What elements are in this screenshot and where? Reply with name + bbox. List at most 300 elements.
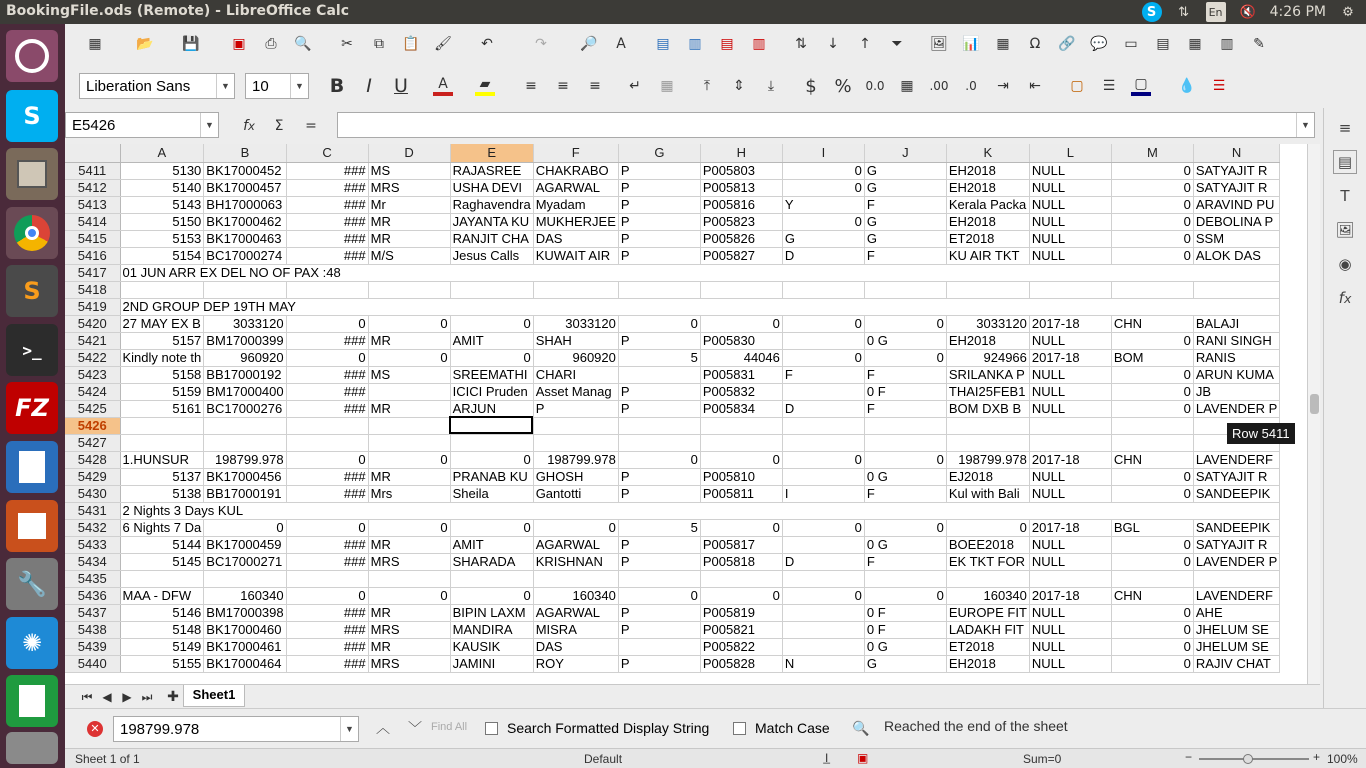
cell[interactable] bbox=[533, 434, 618, 451]
cell[interactable] bbox=[120, 417, 204, 434]
cell[interactable]: NULL bbox=[1029, 468, 1111, 485]
cell[interactable]: M/S bbox=[368, 247, 450, 264]
row-header[interactable]: 5436 bbox=[65, 587, 120, 604]
cell[interactable]: Mr bbox=[368, 196, 450, 213]
cell[interactable] bbox=[1111, 281, 1193, 298]
writer-icon[interactable] bbox=[6, 441, 58, 493]
row-icon[interactable]: ▤ bbox=[656, 36, 670, 52]
cell[interactable]: ET2018 bbox=[946, 638, 1029, 655]
cell[interactable]: NULL bbox=[1029, 213, 1111, 230]
cell[interactable]: D bbox=[782, 553, 864, 570]
cell[interactable]: 01 JUN ARR EX DEL NO OF PAX :48 bbox=[120, 264, 1280, 281]
cell[interactable]: NULL bbox=[1029, 604, 1111, 621]
cell[interactable] bbox=[1111, 417, 1193, 434]
open-icon[interactable]: 📂 bbox=[136, 36, 154, 52]
chevron-down-icon[interactable]: ▼ bbox=[216, 74, 234, 98]
special-character-icon[interactable]: Ω bbox=[1029, 36, 1041, 52]
language-indicator[interactable]: En bbox=[1206, 2, 1226, 22]
cell[interactable]: 5148 bbox=[120, 621, 204, 638]
cell[interactable]: G bbox=[864, 655, 946, 672]
cell-table[interactable] bbox=[65, 144, 1280, 673]
cell[interactable]: P005831 bbox=[700, 366, 782, 383]
network-icon[interactable]: ✺ bbox=[6, 617, 58, 669]
cell[interactable]: CHN bbox=[1111, 451, 1193, 468]
cell[interactable]: Myadam bbox=[533, 196, 618, 213]
cell[interactable] bbox=[864, 281, 946, 298]
cell[interactable]: P005819 bbox=[700, 604, 782, 621]
cell[interactable]: ### bbox=[286, 383, 368, 400]
cell[interactable] bbox=[120, 434, 204, 451]
cell[interactable]: 3033120 bbox=[533, 315, 618, 332]
row-header[interactable]: 5438 bbox=[65, 621, 120, 638]
zoom-thumb[interactable] bbox=[1243, 754, 1253, 764]
cell[interactable]: 5138 bbox=[120, 485, 204, 502]
cell[interactable]: F bbox=[864, 196, 946, 213]
cell[interactable]: NULL bbox=[1029, 638, 1111, 655]
cell[interactable]: 5 bbox=[618, 519, 700, 536]
cell[interactable]: 5140 bbox=[120, 179, 204, 196]
cell[interactable]: 0 bbox=[286, 349, 368, 366]
prev-sheet-icon[interactable]: ◀ bbox=[102, 690, 112, 704]
cell[interactable]: RANI SINGH bbox=[1193, 332, 1279, 349]
cell[interactable]: G bbox=[864, 230, 946, 247]
find-previous-icon[interactable]: ︿ bbox=[376, 720, 390, 736]
column-header-n[interactable]: N bbox=[1193, 144, 1279, 162]
cell[interactable]: SATYAJIT R bbox=[1193, 536, 1279, 553]
row-header[interactable]: 5440 bbox=[65, 655, 120, 672]
cell[interactable]: CHN bbox=[1111, 587, 1193, 604]
cell[interactable]: Raghavendra bbox=[450, 196, 533, 213]
cell[interactable]: JHELUM SE bbox=[1193, 638, 1279, 655]
ubuntu-icon[interactable] bbox=[6, 30, 58, 82]
cell[interactable]: 960920 bbox=[204, 349, 286, 366]
cell[interactable]: 0 bbox=[864, 519, 946, 536]
cell[interactable]: 198799.978 bbox=[533, 451, 618, 468]
header-footer-icon[interactable]: ▭ bbox=[1124, 36, 1138, 52]
cell[interactable]: 5150 bbox=[120, 213, 204, 230]
conditional-icon[interactable]: ☰ bbox=[1212, 78, 1226, 94]
cell[interactable]: 5130 bbox=[120, 162, 204, 179]
zoom-out-icon[interactable]: − bbox=[1185, 750, 1193, 764]
cell[interactable] bbox=[450, 434, 533, 451]
cell[interactable] bbox=[946, 570, 1029, 587]
row-header[interactable]: 5413 bbox=[65, 196, 120, 213]
name-box[interactable] bbox=[65, 112, 219, 138]
cell[interactable]: 5149 bbox=[120, 638, 204, 655]
cell[interactable] bbox=[700, 417, 782, 434]
save-icon[interactable]: 💾 bbox=[182, 36, 200, 52]
cell[interactable]: NULL bbox=[1029, 247, 1111, 264]
cell[interactable]: NULL bbox=[1029, 536, 1111, 553]
cell[interactable]: 0 bbox=[450, 451, 533, 468]
cell[interactable]: 160340 bbox=[533, 587, 618, 604]
cell[interactable]: ### bbox=[286, 332, 368, 349]
cell[interactable]: THAI25FEB1 bbox=[946, 383, 1029, 400]
cell[interactable] bbox=[1111, 570, 1193, 587]
next-sheet-icon[interactable]: ▶ bbox=[122, 690, 132, 704]
chart-icon[interactable]: 📊 bbox=[962, 36, 980, 52]
cell[interactable]: 0 bbox=[782, 519, 864, 536]
zoom-level[interactable]: 100% bbox=[1327, 752, 1358, 766]
cell[interactable]: P bbox=[618, 162, 700, 179]
cell[interactable]: JAMINI bbox=[450, 655, 533, 672]
cell[interactable]: ARAVIND PU bbox=[1193, 196, 1279, 213]
row-header[interactable]: 5434 bbox=[65, 553, 120, 570]
undo-icon[interactable]: ↶ bbox=[481, 36, 493, 52]
center-vertically-icon[interactable]: ⇕ bbox=[733, 78, 745, 94]
cell[interactable]: BB17000191 bbox=[204, 485, 286, 502]
cell[interactable] bbox=[782, 536, 864, 553]
cell[interactable]: P005830 bbox=[700, 332, 782, 349]
cell[interactable]: 198799.978 bbox=[204, 451, 286, 468]
formatted-checkbox[interactable] bbox=[485, 722, 498, 735]
cell[interactable]: BGL bbox=[1111, 519, 1193, 536]
cell[interactable] bbox=[864, 570, 946, 587]
cell[interactable] bbox=[782, 434, 864, 451]
cell[interactable] bbox=[782, 468, 864, 485]
cell[interactable]: 160340 bbox=[946, 587, 1029, 604]
cell[interactable]: BK17000457 bbox=[204, 179, 286, 196]
cell[interactable]: P005816 bbox=[700, 196, 782, 213]
cell[interactable]: 0 G bbox=[864, 638, 946, 655]
cell[interactable]: 2017-18 bbox=[1029, 519, 1111, 536]
cell[interactable]: P005834 bbox=[700, 400, 782, 417]
print-icon[interactable]: ⎙ bbox=[265, 36, 277, 52]
cell[interactable] bbox=[782, 604, 864, 621]
cell[interactable]: 0 bbox=[368, 451, 450, 468]
cell[interactable]: MRS bbox=[368, 655, 450, 672]
delete-row-icon[interactable]: ▤ bbox=[720, 36, 734, 52]
clone-format-icon[interactable]: 🖌 bbox=[434, 36, 452, 52]
cell[interactable]: RANJIT CHA bbox=[450, 230, 533, 247]
cell[interactable]: 44046 bbox=[700, 349, 782, 366]
cell[interactable]: BB17000192 bbox=[204, 366, 286, 383]
cell[interactable]: 0 bbox=[1111, 536, 1193, 553]
function-wizard-icon[interactable]: f x bbox=[243, 118, 255, 134]
cell[interactable]: NULL bbox=[1029, 366, 1111, 383]
cell[interactable]: JHELUM SE bbox=[1193, 621, 1279, 638]
cell[interactable]: P bbox=[618, 196, 700, 213]
page-style[interactable]: Default bbox=[584, 752, 623, 766]
row-header[interactable]: 5432 bbox=[65, 519, 120, 536]
select-all-corner[interactable] bbox=[65, 144, 120, 162]
cell[interactable]: MR bbox=[368, 400, 450, 417]
find-all-button[interactable]: Find All bbox=[431, 721, 468, 733]
cell[interactable]: BOEE2018 bbox=[946, 536, 1029, 553]
row-header[interactable]: 5422 bbox=[65, 349, 120, 366]
show-draw-functions-icon[interactable]: ✎ bbox=[1253, 36, 1265, 52]
cell[interactable]: 5157 bbox=[120, 332, 204, 349]
cell[interactable]: 2017-18 bbox=[1029, 587, 1111, 604]
print-preview-icon[interactable]: 🔍 bbox=[294, 36, 312, 52]
cell[interactable]: D bbox=[782, 247, 864, 264]
cell[interactable]: 0 bbox=[368, 519, 450, 536]
cell[interactable] bbox=[618, 417, 700, 434]
cell[interactable]: ### bbox=[286, 247, 368, 264]
cell[interactable]: MRS bbox=[368, 621, 450, 638]
cell[interactable]: 0 G bbox=[864, 468, 946, 485]
cell[interactable]: MANDIRA bbox=[450, 621, 533, 638]
cell[interactable]: P005811 bbox=[700, 485, 782, 502]
cell[interactable]: NULL bbox=[1029, 196, 1111, 213]
column-header-j[interactable]: J bbox=[864, 144, 946, 162]
cell[interactable]: P bbox=[618, 400, 700, 417]
gallery-icon[interactable]: 🖼 bbox=[1335, 221, 1355, 239]
cell[interactable]: ### bbox=[286, 468, 368, 485]
column-header-c[interactable]: C bbox=[286, 144, 368, 162]
cell[interactable]: 2ND GROUP DEP 19TH MAY bbox=[120, 298, 1280, 315]
cell[interactable] bbox=[204, 281, 286, 298]
decrease-indent-icon[interactable]: ⇤ bbox=[1029, 78, 1041, 94]
cell[interactable]: JAYANTA KU bbox=[450, 213, 533, 230]
cell[interactable]: 0 bbox=[286, 315, 368, 332]
archive-icon[interactable] bbox=[6, 732, 58, 764]
row-header[interactable]: 5414 bbox=[65, 213, 120, 230]
sort-icon[interactable]: ⇅ bbox=[795, 36, 807, 52]
row-header[interactable]: 5429 bbox=[65, 468, 120, 485]
cell[interactable]: CHAKRABO bbox=[533, 162, 618, 179]
cell[interactable]: BM17000400 bbox=[204, 383, 286, 400]
row-header[interactable]: 5430 bbox=[65, 485, 120, 502]
formula-input[interactable] bbox=[337, 112, 1315, 138]
cell[interactable]: 924966 bbox=[946, 349, 1029, 366]
cell[interactable]: 2017-18 bbox=[1029, 451, 1111, 468]
cell[interactable]: MAA - DFW bbox=[120, 587, 204, 604]
row-header[interactable]: 5420 bbox=[65, 315, 120, 332]
find-replace-icon[interactable]: 🔎 bbox=[580, 36, 598, 52]
cell[interactable] bbox=[533, 570, 618, 587]
cell[interactable]: 0 G bbox=[864, 332, 946, 349]
column-header-e[interactable]: E bbox=[450, 144, 533, 162]
cell[interactable]: BALAJI bbox=[1193, 315, 1279, 332]
column-header-g[interactable]: G bbox=[618, 144, 700, 162]
cell[interactable]: EH2018 bbox=[946, 332, 1029, 349]
last-sheet-icon[interactable]: ⏭ bbox=[141, 689, 153, 704]
search-icon[interactable]: 🔍 bbox=[852, 719, 870, 736]
cell[interactable]: 0 bbox=[782, 587, 864, 604]
vertical-scrollbar[interactable] bbox=[1307, 144, 1320, 694]
cell[interactable]: SSM bbox=[1193, 230, 1279, 247]
cell[interactable]: 0 bbox=[1111, 196, 1193, 213]
cell[interactable] bbox=[782, 621, 864, 638]
cell[interactable]: 0 bbox=[700, 587, 782, 604]
paste-icon[interactable]: 📋 bbox=[402, 36, 420, 52]
properties-icon[interactable]: ≡ bbox=[1338, 119, 1352, 137]
cell[interactable]: AGARWAL bbox=[533, 179, 618, 196]
selection-mode-icon[interactable]: I̲ bbox=[825, 751, 829, 765]
cell[interactable]: 0 F bbox=[864, 383, 946, 400]
cell[interactable]: 0 bbox=[782, 179, 864, 196]
cell[interactable]: BK17000462 bbox=[204, 213, 286, 230]
cell[interactable]: 5146 bbox=[120, 604, 204, 621]
number-format-icon[interactable]: 0.0 bbox=[865, 79, 885, 93]
comment-icon[interactable]: 💬 bbox=[1090, 36, 1108, 52]
settings-icon[interactable]: 🔧 bbox=[6, 558, 58, 610]
cell[interactable]: CHARI bbox=[533, 366, 618, 383]
cell[interactable]: ET2018 bbox=[946, 230, 1029, 247]
cell[interactable]: G bbox=[782, 230, 864, 247]
autofilter-icon[interactable]: ⏷ bbox=[891, 36, 903, 52]
cell[interactable]: KUWAIT AIR bbox=[533, 247, 618, 264]
cell[interactable]: EH2018 bbox=[946, 179, 1029, 196]
column-icon[interactable]: ▥ bbox=[688, 36, 702, 52]
cell[interactable]: F bbox=[782, 366, 864, 383]
cell[interactable]: MR bbox=[368, 213, 450, 230]
cell[interactable]: BK17000463 bbox=[204, 230, 286, 247]
cell[interactable] bbox=[700, 570, 782, 587]
pivot-table-icon[interactable]: ▦ bbox=[996, 36, 1010, 52]
cell[interactable]: 0 bbox=[1111, 655, 1193, 672]
cell[interactable]: 0 bbox=[700, 519, 782, 536]
cell[interactable]: ### bbox=[286, 536, 368, 553]
cell[interactable]: BIPIN LAXM bbox=[450, 604, 533, 621]
row-header[interactable]: 5433 bbox=[65, 536, 120, 553]
add-decimal-icon[interactable]: .00 bbox=[929, 79, 949, 93]
cell[interactable]: EK TKT FOR bbox=[946, 553, 1029, 570]
cell[interactable]: P005817 bbox=[700, 536, 782, 553]
column-header-f[interactable]: F bbox=[533, 144, 618, 162]
cell[interactable]: 0 bbox=[368, 315, 450, 332]
column-header-a[interactable]: A bbox=[120, 144, 204, 162]
cell[interactable] bbox=[782, 383, 864, 400]
cell[interactable]: DEBOLINA P bbox=[1193, 213, 1279, 230]
cell[interactable]: 0 bbox=[368, 349, 450, 366]
cell[interactable]: 0 bbox=[864, 315, 946, 332]
cell[interactable]: AMIT bbox=[450, 536, 533, 553]
cell[interactable]: 3033120 bbox=[946, 315, 1029, 332]
cell[interactable] bbox=[782, 638, 864, 655]
cell[interactable]: P005810 bbox=[700, 468, 782, 485]
cell[interactable]: 2 Nights 3 Days KUL bbox=[120, 502, 1280, 519]
network-arrows-icon[interactable]: ⇅ bbox=[1178, 4, 1190, 20]
styles-format-icon[interactable]: T bbox=[1340, 187, 1350, 205]
cell[interactable] bbox=[864, 434, 946, 451]
zoom-slider[interactable] bbox=[1199, 758, 1309, 760]
cell[interactable]: G bbox=[864, 179, 946, 196]
cell[interactable] bbox=[700, 434, 782, 451]
cell[interactable]: ROY bbox=[533, 655, 618, 672]
cell[interactable] bbox=[368, 570, 450, 587]
cell[interactable]: MR bbox=[368, 638, 450, 655]
cell[interactable]: PRANAB KU bbox=[450, 468, 533, 485]
cell[interactable]: KRISHNAN bbox=[533, 553, 618, 570]
cell[interactable]: 0 bbox=[450, 349, 533, 366]
cell[interactable]: 0 bbox=[1111, 604, 1193, 621]
row-header[interactable]: 5428 bbox=[65, 451, 120, 468]
cell[interactable]: JB bbox=[1193, 383, 1279, 400]
cell[interactable]: BOM bbox=[1111, 349, 1193, 366]
cell[interactable]: 0 bbox=[450, 315, 533, 332]
freeze-rows-icon[interactable]: ▦ bbox=[1188, 36, 1202, 52]
cell[interactable]: 0 bbox=[1111, 400, 1193, 417]
cell[interactable]: 0 bbox=[1111, 332, 1193, 349]
cell[interactable] bbox=[450, 281, 533, 298]
cell[interactable]: 198799.978 bbox=[946, 451, 1029, 468]
cell[interactable]: 0 bbox=[1111, 485, 1193, 502]
cell[interactable]: DAS bbox=[533, 638, 618, 655]
cell[interactable]: P bbox=[618, 553, 700, 570]
cell[interactable]: ARJUN bbox=[450, 400, 533, 417]
delete-decimal-icon[interactable]: .0 bbox=[965, 79, 977, 93]
cell[interactable]: 5137 bbox=[120, 468, 204, 485]
sort-descending-icon[interactable]: ↑ bbox=[859, 36, 871, 52]
cell[interactable]: NULL bbox=[1029, 485, 1111, 502]
cell[interactable]: Gantotti bbox=[533, 485, 618, 502]
cell[interactable]: F bbox=[864, 247, 946, 264]
cell[interactable] bbox=[450, 417, 533, 434]
gear-icon[interactable]: ⚙ bbox=[1342, 4, 1354, 20]
cell[interactable]: AMIT bbox=[450, 332, 533, 349]
cell[interactable] bbox=[1111, 434, 1193, 451]
align-center-icon[interactable]: ≡ bbox=[557, 78, 569, 94]
row-header[interactable]: 5423 bbox=[65, 366, 120, 383]
cell[interactable]: BK17000452 bbox=[204, 162, 286, 179]
cell[interactable]: RANIS bbox=[1193, 349, 1279, 366]
cell[interactable]: P005828 bbox=[700, 655, 782, 672]
row-header[interactable]: 5427 bbox=[65, 434, 120, 451]
cell[interactable]: 0 bbox=[368, 587, 450, 604]
cell[interactable] bbox=[946, 417, 1029, 434]
styles-icon[interactable]: ▤ bbox=[1333, 150, 1357, 174]
cell[interactable]: BC17000274 bbox=[204, 247, 286, 264]
cell[interactable]: 960920 bbox=[533, 349, 618, 366]
cell[interactable]: 0 bbox=[1111, 179, 1193, 196]
find-next-icon[interactable]: ﹀ bbox=[408, 720, 422, 736]
cell[interactable]: 0 bbox=[286, 587, 368, 604]
row-header[interactable]: 5426 bbox=[65, 417, 120, 434]
cell[interactable]: ### bbox=[286, 400, 368, 417]
cell[interactable]: KAUSIK bbox=[450, 638, 533, 655]
cell[interactable]: P005813 bbox=[700, 179, 782, 196]
cell[interactable]: SRILANKA P bbox=[946, 366, 1029, 383]
cell[interactable]: 0 bbox=[1111, 468, 1193, 485]
terminal-icon[interactable]: >_ bbox=[6, 324, 58, 376]
cell[interactable]: 5159 bbox=[120, 383, 204, 400]
cell[interactable]: P bbox=[618, 230, 700, 247]
sort-ascending-icon[interactable]: ↓ bbox=[827, 36, 839, 52]
cell[interactable]: P005823 bbox=[700, 213, 782, 230]
row-header[interactable]: 5424 bbox=[65, 383, 120, 400]
cell[interactable] bbox=[1029, 434, 1111, 451]
cell[interactable]: P bbox=[618, 536, 700, 553]
cell[interactable]: 0 bbox=[286, 519, 368, 536]
cell[interactable]: AGARWAL bbox=[533, 604, 618, 621]
cell[interactable]: MS bbox=[368, 366, 450, 383]
cell[interactable]: BK17000464 bbox=[204, 655, 286, 672]
conditional-format-icon[interactable]: 💧 bbox=[1178, 78, 1196, 94]
cell[interactable]: 160340 bbox=[204, 587, 286, 604]
cell[interactable]: 0 bbox=[864, 349, 946, 366]
cell[interactable]: P bbox=[618, 655, 700, 672]
row-header[interactable]: 5411 bbox=[65, 162, 120, 179]
cell[interactable]: ### bbox=[286, 196, 368, 213]
cell[interactable]: NULL bbox=[1029, 230, 1111, 247]
cell[interactable] bbox=[120, 570, 204, 587]
close-find-icon[interactable]: ✕ bbox=[87, 721, 103, 737]
cell[interactable]: 0 bbox=[618, 451, 700, 468]
cell[interactable]: Kindly note th bbox=[120, 349, 204, 366]
define-print-area-icon[interactable]: ▤ bbox=[1156, 36, 1170, 52]
cell[interactable]: 0 G bbox=[864, 536, 946, 553]
cell[interactable]: 0 bbox=[1111, 621, 1193, 638]
cell[interactable]: MRS bbox=[368, 553, 450, 570]
cell[interactable]: P bbox=[618, 213, 700, 230]
cell[interactable]: ### bbox=[286, 553, 368, 570]
merge-cells-icon[interactable]: ▦ bbox=[660, 78, 674, 94]
cell[interactable]: ### bbox=[286, 485, 368, 502]
cell[interactable]: Kerala Packa bbox=[946, 196, 1029, 213]
cell[interactable]: 5158 bbox=[120, 366, 204, 383]
